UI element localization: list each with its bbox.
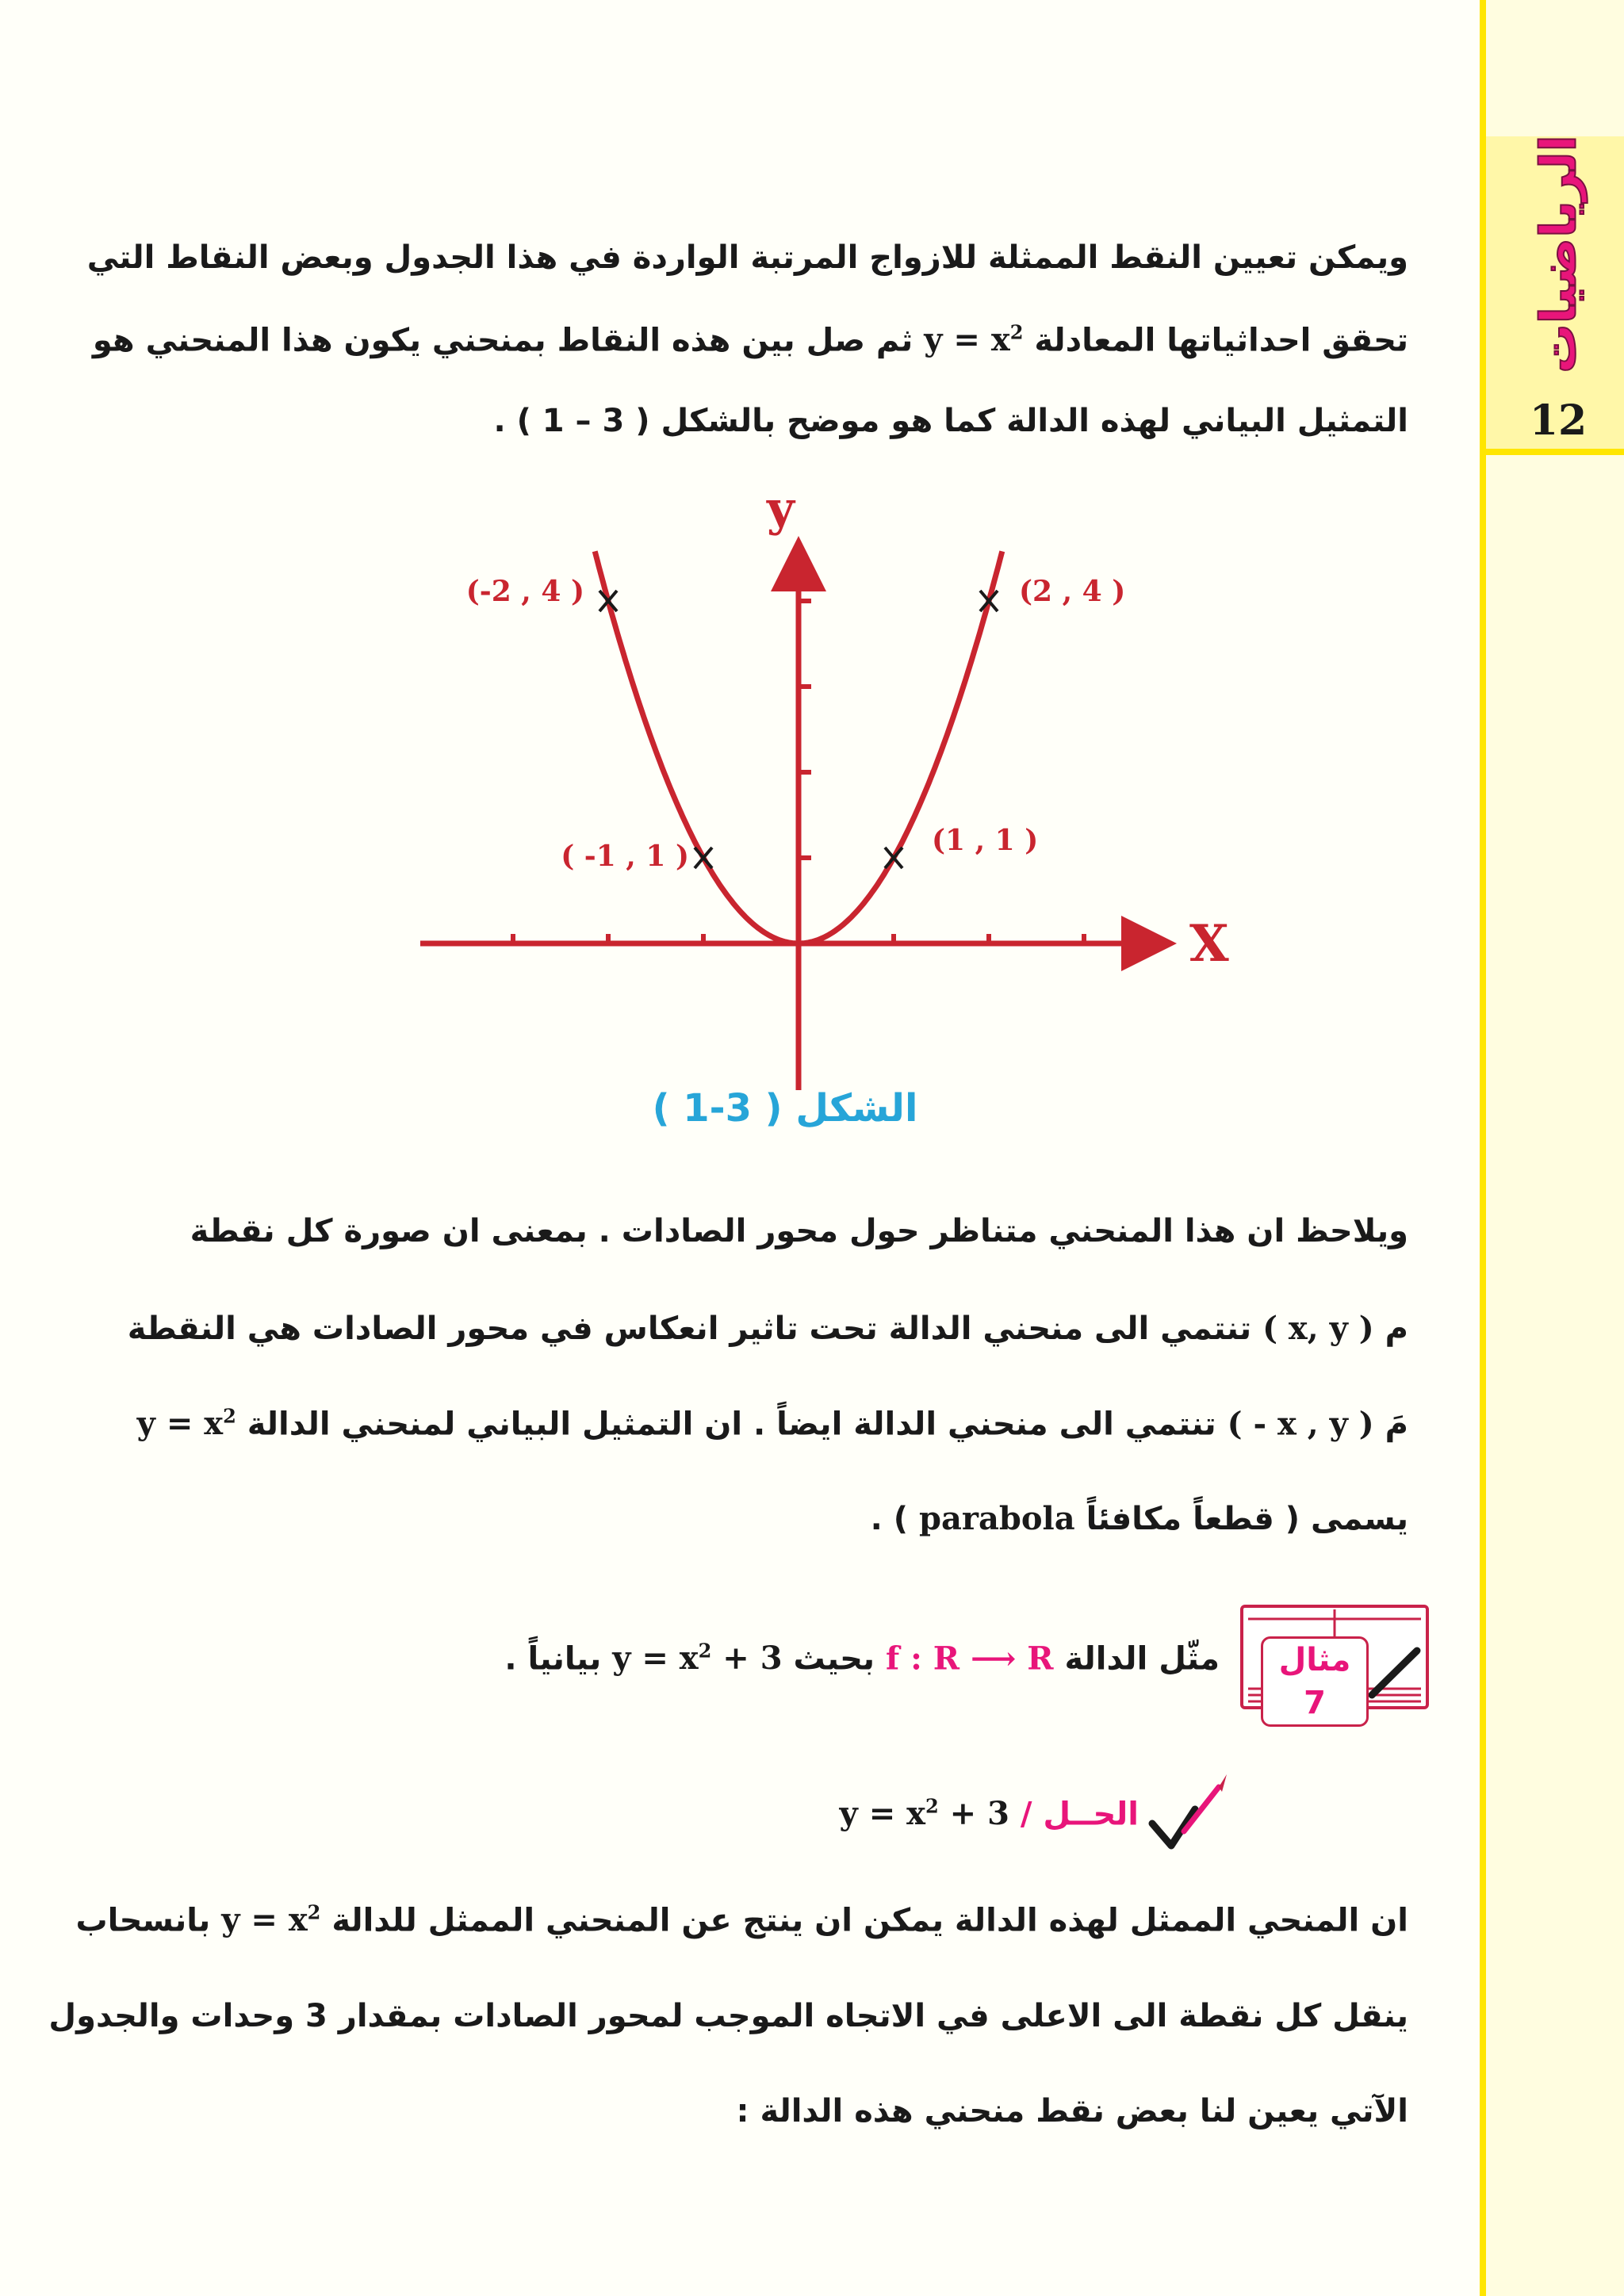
y-axis-label: y — [767, 481, 795, 537]
observation-equation — [137, 1405, 236, 1442]
parabola-term: parabola — [919, 1500, 1075, 1537]
example-text-post: بيانياً . — [504, 1640, 602, 1678]
obs-eq-base: y = x — [136, 1405, 224, 1443]
mapping-domain: f : R — [885, 1640, 960, 1678]
observation-line-4 — [871, 1500, 1408, 1537]
ex-eq-rest: + 3 — [711, 1640, 783, 1678]
side-divider-line — [1480, 0, 1486, 2296]
solution-label: الحــل / — [1020, 1796, 1139, 1833]
figure-caption: الشكل ( 3-1 ) — [652, 1086, 918, 1131]
point-marker: م — [1385, 1311, 1408, 1347]
example-mapping — [886, 1640, 1054, 1677]
mapping-arrow-icon: ⟶ — [970, 1640, 1017, 1678]
point-marker-cross — [695, 848, 712, 868]
observation-line-3 — [137, 1405, 1408, 1442]
explanation-line-3: الآتي يعين لنا بعض نقط منحني هذه الدالة : — [736, 2093, 1408, 2130]
intro-eq-exp: 2 — [1009, 321, 1024, 344]
example-equation — [612, 1640, 782, 1677]
mapping-codomain: R — [1027, 1640, 1054, 1678]
explanation-line-1 — [75, 1901, 1408, 1938]
point-label: (2 , 4 ) — [1019, 575, 1126, 608]
chapter-tab-bar — [1486, 449, 1624, 455]
intro-eq-base: y = x — [924, 321, 1010, 359]
explanation-line-1-pre: ان المنحي الممثل لهذه الدالة يمكن ان ينتج عن المنحني الممثل للدالة — [331, 1902, 1408, 1939]
intro-line-2 — [93, 321, 1408, 358]
explanation-line-2: ينقل كل نقطة الى الاعلى في الاتجاه الموجب لمحور الصادات بمقدار 3 وحدات والجدول — [48, 1998, 1408, 2034]
page-number: 12 — [1529, 396, 1588, 445]
example-text-mid: بحيث — [793, 1640, 875, 1678]
point-pair: ( x, y ) — [1262, 1310, 1374, 1347]
parabola-figure — [396, 476, 1269, 1126]
solution-line — [840, 1795, 1139, 1832]
observation-line-2-text: تنتمي الى منحني الدالة تحت تاثير انعكاس في محور الصادات هي النقطة — [127, 1311, 1252, 1347]
point-label: ( -1 , 1 ) — [561, 840, 689, 873]
obs-eq-exp: 2 — [223, 1405, 236, 1428]
ex-eq-base: y = x — [612, 1640, 699, 1678]
intro-line-2-pre: تحقق احداثياتها المعادلة — [1034, 322, 1408, 359]
checkmark-pen-icon — [1146, 1768, 1233, 1855]
sol-eq-rest: + 3 — [938, 1795, 1009, 1833]
ex-eq-exp: 2 — [698, 1640, 712, 1663]
observation-line-4-pre: يسمى ( قطعاً مكافئاً — [1086, 1501, 1408, 1537]
example-text-pre: مثّل الدالة — [1064, 1640, 1220, 1678]
point-marker-cross — [885, 848, 902, 868]
image-point-marker: مَ — [1385, 1406, 1408, 1443]
intro-line-3: التمثيل البياني لهذه الدالة كما هو موضح بالشكل ( 3 – 1 ) . — [493, 403, 1408, 439]
sol-eq-base: y = x — [839, 1795, 926, 1833]
intro-line-1: ويمكن تعيين النقط الممثلة للازواج المرتبة الواردة في هذا الجدول وبعض النقاط التي — [86, 239, 1408, 276]
sol-eq-exp: 2 — [925, 1795, 939, 1818]
explanation-equation — [221, 1901, 320, 1938]
observation-line-4-post: ) . — [870, 1501, 909, 1537]
observation-line-1: ويلاحظ ان هذا المنحني متناظر حول محور الصادات . بمعنى ان صورة كل نقطة — [190, 1213, 1408, 1249]
exp-eq-exp: 2 — [307, 1901, 321, 1924]
book-title — [1499, 134, 1618, 373]
book-title-text: الرياضيات — [1529, 134, 1588, 373]
observation-line-2 — [128, 1310, 1408, 1347]
axes-group — [420, 481, 1229, 1090]
intro-equation — [924, 321, 1023, 358]
image-point-pair: ( - x , y ) — [1227, 1405, 1374, 1443]
x-axis-label: X — [1189, 914, 1229, 974]
exp-eq-base: y = x — [221, 1901, 308, 1939]
observation-line-3-text: تنتمي الى منحني الدالة ايضاً . ان التمثيل البياني لمنحني الدالة — [247, 1406, 1216, 1443]
point-label: (1 , 1 ) — [932, 824, 1039, 857]
example-label: مثال 7 — [1261, 1636, 1369, 1727]
point-label: (-2 , 4 ) — [465, 575, 584, 608]
example-statement — [504, 1640, 1220, 1677]
intro-line-2-post: ثم صل بين هذه النقاط بمنحني يكون هذا المنحني هو — [92, 322, 914, 359]
explanation-line-1-post: بانسحاب — [75, 1902, 211, 1939]
solution-equation — [840, 1795, 1009, 1832]
